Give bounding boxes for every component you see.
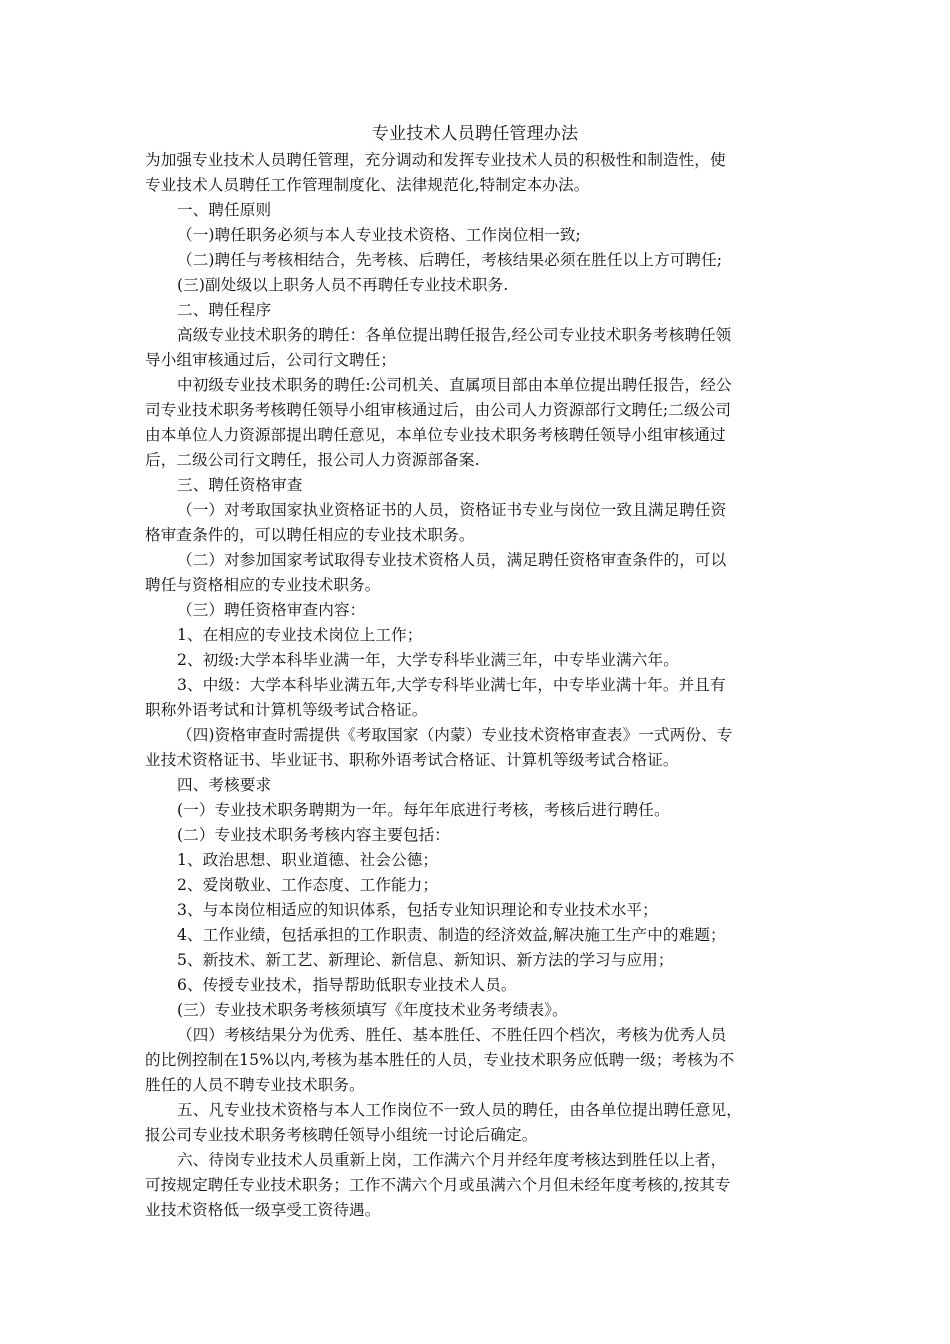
body-line: 业技术资格证书、毕业证书、职称外语考试合格证、计算机等级考试合格证。	[145, 751, 679, 769]
list-item: 2、爱岗敬业、工作态度、工作能力；	[177, 876, 439, 894]
body-line: （四)资格审查时需提供《考取国家（内蒙）专业技术资格审查表》一式两份、专	[177, 726, 733, 744]
body-line: 后，二级公司行文聘任，报公司人力资源部备案.	[145, 451, 480, 469]
body-line: (二）专业技术职务考核内容主要包括：	[177, 826, 450, 844]
body-line: 中初级专业技术职务的聘任:公司机关、直属项目部由本单位提出聘任报告，经公	[177, 376, 732, 394]
body-line: 报公司专业技术职务考核聘任领导小组统一讨论后确定。	[145, 1126, 538, 1144]
list-item: 5、新技术、新工艺、新理论、新信息、新知识、新方法的学习与应用；	[177, 951, 674, 969]
body-line: 聘任与资格相应的专业技术职务。	[145, 576, 381, 594]
document-title: 专业技术人员聘任管理办法	[371, 124, 579, 144]
body-line: （三）聘任资格审查内容：	[177, 601, 366, 619]
list-item: 1、在相应的专业技术岗位上工作；	[177, 626, 423, 644]
body-line: 业技术资格低一级享受工资待遇。	[145, 1201, 381, 1219]
body-line: 胜任的人员不聘专业技术职务。	[145, 1076, 365, 1094]
body-line: 职称外语考试和计算机等级考试合格证。	[145, 701, 428, 719]
body-line: 可按规定聘任专业技术职务；工作不满六个月或虽满六个月但未经年度考核的,按其专	[145, 1176, 731, 1194]
body-line: 高级专业技术职务的聘任：各单位提出聘任报告,经公司专业技术职务考核聘任领	[177, 326, 732, 344]
body-line: (三)副处级以上职务人员不再聘任专业技术职务.	[177, 276, 509, 294]
body-line: 的比例控制在15%以内,考核为基本胜任的人员，专业技术职务应低聘一级；考核为不	[145, 1051, 735, 1069]
body-line: (一）专业技术职务聘期为一年。每年年底进行考核，考核后进行聘任。	[177, 801, 670, 819]
list-item: 3、中级：大学本科毕业满五年,大学专科毕业满七年，中专毕业满十年。并且有	[177, 676, 726, 694]
list-item: 1、政治思想、职业道德、社会公德；	[177, 851, 439, 869]
body-line: 为加强专业技术人员聘任管理，充分调动和发挥专业技术人员的积极性和制造性，使	[145, 151, 726, 169]
section-heading: 六、待岗专业技术人员重新上岗，工作满六个月并经年度考核达到胜任以上者，	[177, 1151, 727, 1169]
body-line: 司专业技术职务考核聘任领导小组审核通过后，由公司人力资源部行文聘任;二级公司	[145, 401, 732, 419]
section-heading: 三、聘任资格审查	[177, 476, 303, 494]
body-line: 导小组审核通过后，公司行文聘任；	[145, 351, 397, 369]
body-line: （四）考核结果分为优秀、胜任、基本胜任、不胜任四个档次，考核为优秀人员	[177, 1026, 727, 1044]
list-item: 6、传授专业技术，指导帮助低职专业技术人员。	[177, 976, 517, 994]
section-heading: 二、聘任程序	[177, 301, 272, 319]
list-item: 3、与本岗位相适应的知识体系，包括专业知识理论和专业技术水平；	[177, 901, 658, 919]
list-item: 2、初级:大学本科毕业满一年，大学专科毕业满三年，中专毕业满六年。	[177, 651, 679, 669]
section-heading: 五、凡专业技术资格与本人工作岗位不一致人员的聘任，由各单位提出聘任意见，	[177, 1101, 742, 1119]
body-line: （二)聘任与考核相结合，先考核、后聘任，考核结果必须在胜任以上方可聘任;	[177, 251, 723, 269]
body-line: 格审查条件的，可以聘任相应的专业技术职务。	[145, 526, 475, 544]
body-line: （二）对参加国家考试取得专业技术资格人员，满足聘任资格审查条件的，可以	[177, 551, 727, 569]
body-line: （一）对考取国家执业资格证书的人员，资格证书专业与岗位一致且满足聘任资	[177, 501, 727, 519]
body-line: （一)聘任职务必须与本人专业技术资格、工作岗位相一致;	[177, 226, 581, 244]
list-item: 4、工作业绩，包括承担的工作职责、制造的经济效益,解决施工生产中的难题；	[177, 926, 726, 944]
section-heading: 四、考核要求	[177, 776, 272, 794]
body-line: 专业技术人员聘任工作管理制度化、法律规范化,特制定本办法。	[145, 176, 590, 194]
body-line: (三）专业技术职务考核须填写《年度技术业务考绩表》。	[177, 1001, 568, 1019]
section-heading: 一、聘任原则	[177, 201, 272, 219]
body-line: 由本单位人力资源部提出聘任意见，本单位专业技术职务考核聘任领导小组审核通过	[145, 426, 726, 444]
